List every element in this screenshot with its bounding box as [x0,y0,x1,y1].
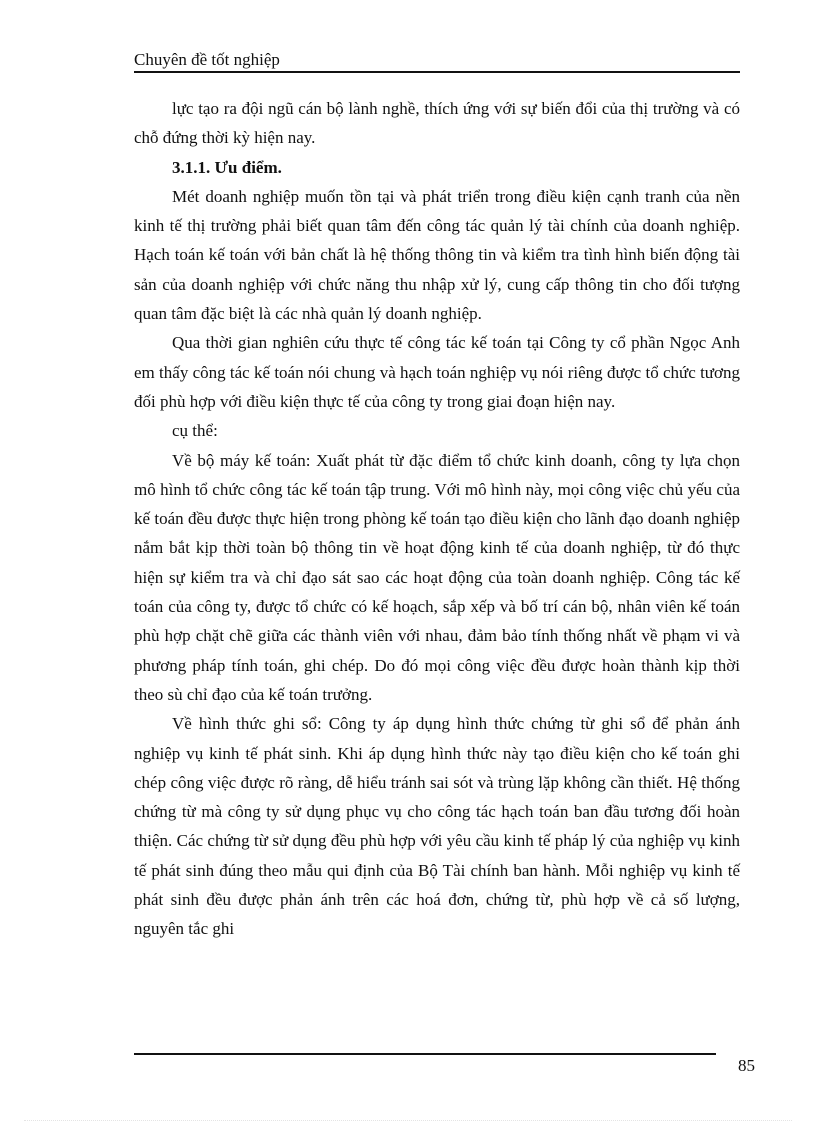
paragraph-bookkeeping-form: Về hình thức ghi sổ: Công ty áp dụng hình thức chứng từ ghi sổ để phản ánh nghiệp vụ kinh tế phát sinh. Khi áp dụng hình thức này tạo điều kiện cho kế toán ghi chép công việc được rõ ràng, dễ hiểu tránh sai sót và trùng lặp không cần thiết. Hệ thống chứng từ mà công ty sử dụng phục vụ cho công tác hạch toán ban đầu tương đối hoàn thiện. Các chứng từ sử dụng đều phù hợp với yêu cầu kinh tế pháp lý của nghiệp vụ kinh tế phát sinh đúng theo mẫu qui định của Bộ Tài chính ban hành. Mỗi nghiệp vụ kinh tế phát sinh đều được phản ánh trên các hoá đơn, chứng từ, phù hợp về cả số lượng, nguyên tắc ghi [134,714,740,939]
header-divider [134,71,740,73]
document-body [134,94,740,944]
paragraph-intro: Mét doanh nghiệp muốn tồn tại và phát triển trong điều kiện cạnh tranh của nền kinh tế thị trường phải biết quan tâm đến công tác quản lý tài chính của doanh nghiệp. Hạch toán kế toán với bản chất là hệ thống thông tin và kiểm tra tình hình biến động tài sản của doanh nghiệp với chức năng thu nhập xử lý, cung cấp thông tin cho đối tượng quan tâm đặc biệt là các nhà quản lý doanh nghiệp. [134,186,740,324]
paragraph-accounting-apparatus: Về bộ máy kế toán: Xuất phát từ đặc điểm tổ chức kinh doanh, công ty lựa chọn mô hình tổ chức công tác kế toán tập trung. Với mô hình này, mọi công việc chủ yếu của kế toán đều được thực hiện trong phòng kế toán tạo điều kiện cho lãnh đạo doanh nghiệp nắm bắt kịp thời toàn bộ thông tin về hoạt động kinh tế của doanh nghiệp, từ đó thực hiện sự kiểm tra và chỉ đạo sát sao các hoạt động của toàn doanh nghiệp. Công tác kế toán của công ty, được tổ chức có kế hoạch, sắp xếp và bố trí cán bộ, nhân viên kế toán phù hợp chặt chẽ giữa các thành viên với nhau, đảm bảo tính thống nhất về phạm vi và phương pháp tính toán, ghi chép. Do đó mọi công việc đều được hoàn thành kịp thời theo sù chỉ đạo của kế toán trưởng. [134,450,740,704]
paragraph-specifics-lead: cụ thể: [172,421,218,441]
page-header-title: Chuyên đề tốt nghiệp [134,50,280,69]
paragraph-continuation: lực tạo ra đội ngũ cán bộ lành nghề, thích ứng với sự biến đổi của thị trường và có chỗ đứng thời kỳ hiện nay. [134,99,740,148]
paragraph-assessment: Qua thời gian nghiên cứu thực tế công tác kế toán tại Công ty cổ phần Ngọc Anh em thấy công tác kế toán nói chung và hạch toán nghiệp vụ nói riêng được tổ chức tương đối phù hợp với điều kiện thực tế của công ty trong giai đoạn hiện nay. [134,333,740,411]
section-heading: 3.1.1. Ưu điểm. [172,157,282,177]
page-bottom-border [24,1120,792,1121]
footer-divider [134,1053,716,1055]
page-number: 85 [738,1056,755,1075]
